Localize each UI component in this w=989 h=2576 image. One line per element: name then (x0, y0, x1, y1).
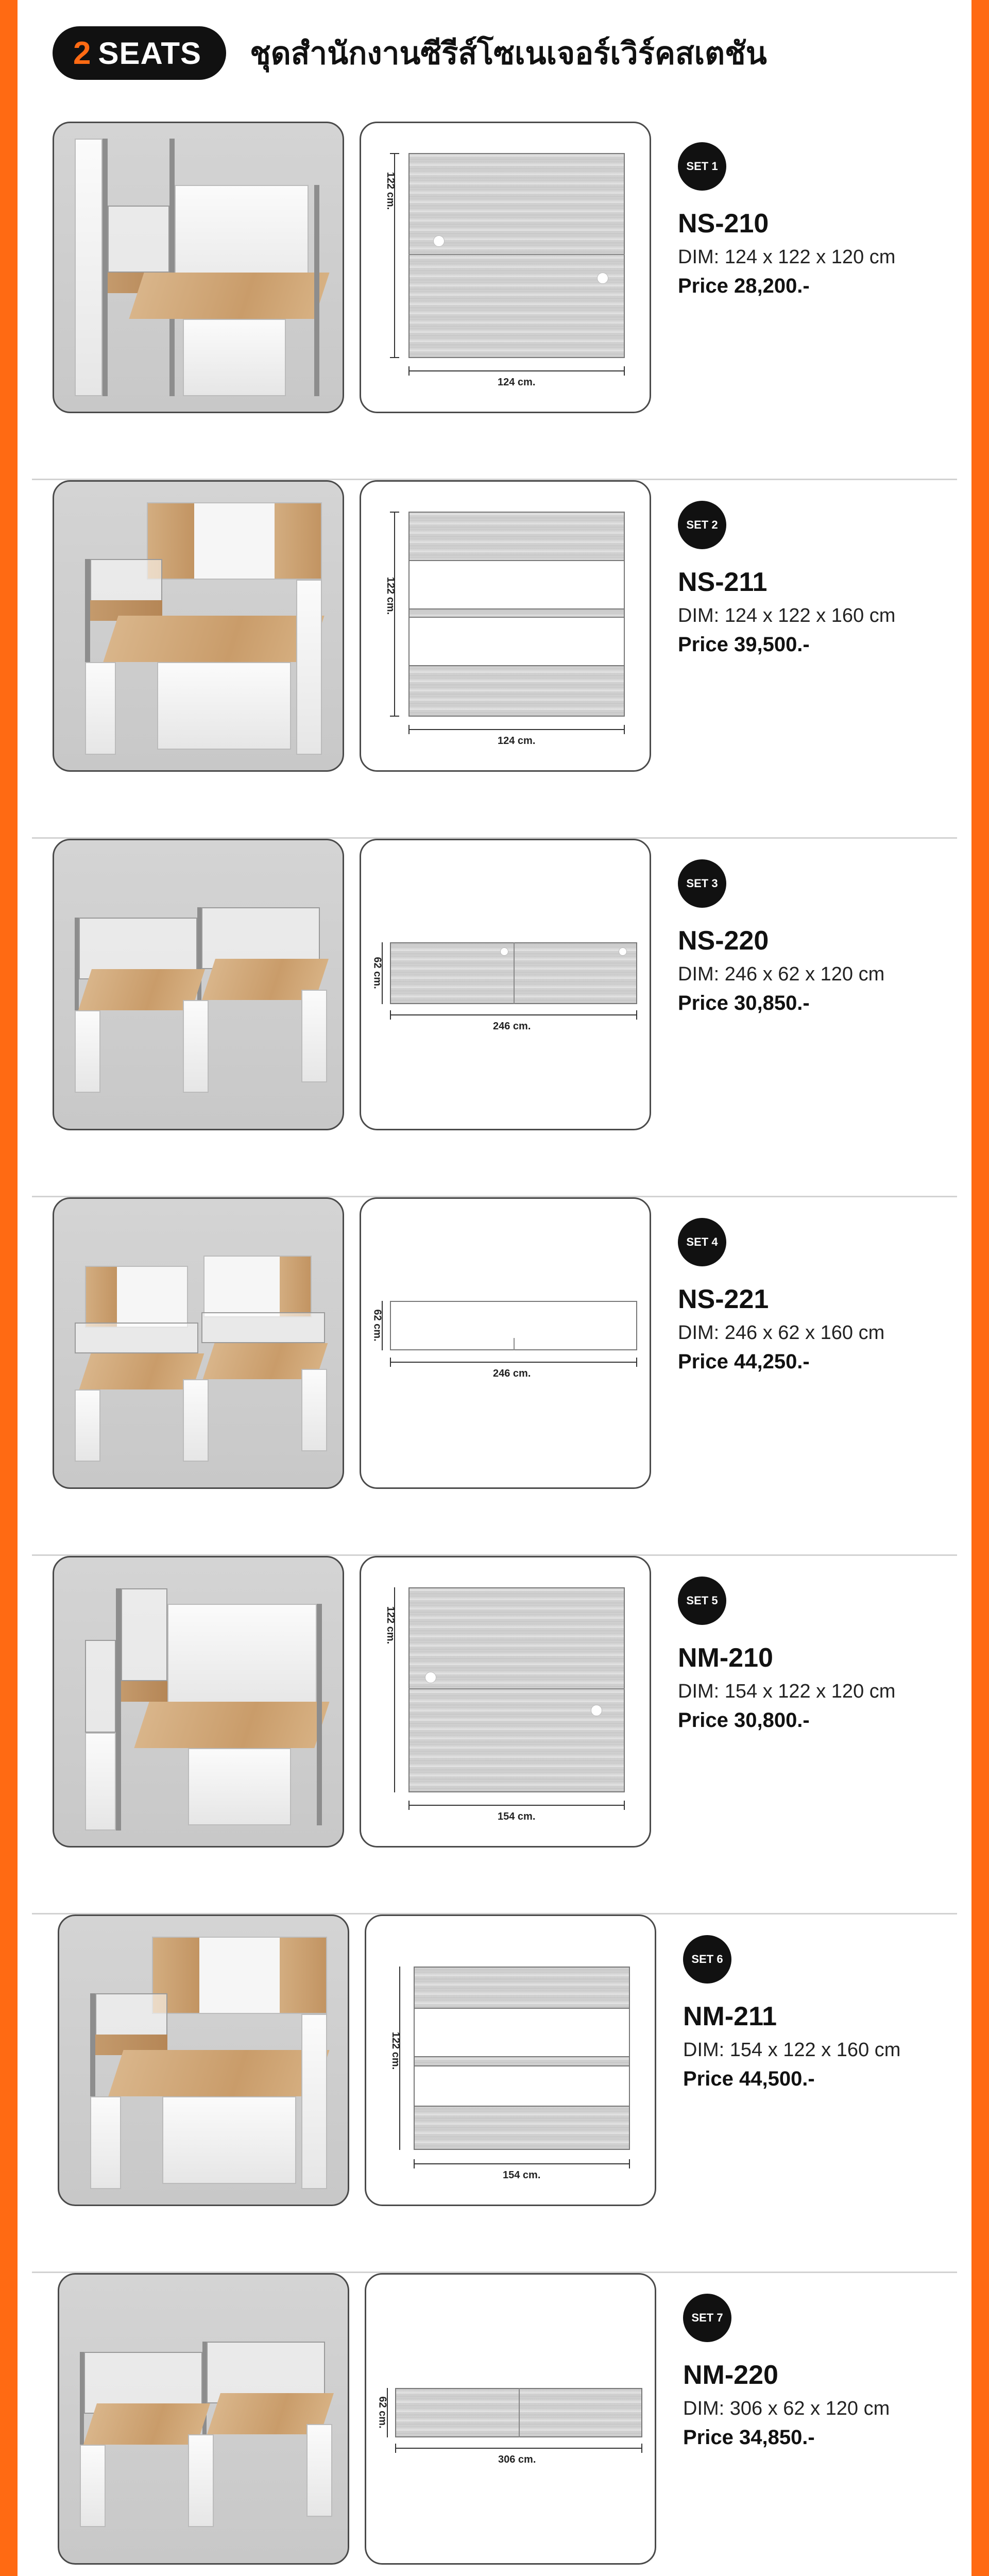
height-dimension-label: 62 cm. (377, 2396, 388, 2429)
width-dimension-label: 124 cm. (498, 735, 536, 747)
width-dimension-label: 306 cm. (498, 2454, 536, 2465)
price-text: Price 44,500.- (683, 2067, 815, 2090)
dimensions-text: DIM: 246 x 62 x 160 cm (678, 1322, 885, 1344)
product-row-set-6 (18, 1914, 971, 2273)
height-dimension-label: 62 cm. (371, 957, 383, 989)
product-row-set-4 (18, 1197, 971, 1556)
product-photo (53, 1197, 344, 1489)
product-row-set-1 (18, 122, 971, 480)
set-badge: SET 4 (678, 1218, 726, 1266)
product-photo (53, 122, 344, 413)
set-badge: SET 3 (678, 859, 726, 908)
product-row-set-3 (18, 839, 971, 1197)
set-badge: SET 1 (678, 142, 726, 191)
dimensions-text: DIM: 246 x 62 x 120 cm (678, 963, 885, 985)
seats-number: 2 (73, 35, 91, 71)
dimensions-text: DIM: 124 x 122 x 120 cm (678, 246, 896, 268)
product-info (683, 1935, 951, 2091)
product-row-set-2 (18, 480, 971, 839)
product-drawing (365, 1914, 656, 2206)
price-text: Price 28,200.- (678, 275, 810, 297)
product-drawing (360, 480, 651, 772)
product-info (678, 501, 946, 656)
height-dimension-label: 122 cm. (385, 1606, 397, 1645)
dimensions-text: DIM: 306 x 62 x 120 cm (683, 2398, 890, 2419)
product-drawing (360, 122, 651, 413)
width-dimension-label: 246 cm. (493, 1021, 531, 1032)
height-dimension-label: 122 cm. (385, 172, 397, 210)
price-text: Price 44,250.- (678, 1350, 810, 1373)
seats-word: SEATS (98, 36, 202, 71)
model-code: NS-221 (678, 1284, 769, 1314)
set-badge: SET 7 (683, 2294, 731, 2342)
dimensions-text: DIM: 154 x 122 x 160 cm (683, 2039, 901, 2061)
model-code: NM-220 (683, 2360, 778, 2390)
product-drawing (360, 839, 651, 1130)
product-drawing (365, 2273, 656, 2565)
product-row-set-5 (18, 1556, 971, 1914)
dimensions-text: DIM: 154 x 122 x 120 cm (678, 1681, 896, 1702)
price-text: Price 34,850.- (683, 2426, 815, 2449)
page-header (53, 25, 928, 81)
product-photo (53, 839, 344, 1130)
height-dimension-label: 122 cm. (390, 2031, 402, 2070)
seats-badge (53, 26, 226, 80)
product-photo (53, 1556, 344, 1848)
product-photo (58, 1914, 349, 2206)
product-drawing (360, 1197, 651, 1489)
model-code: NM-210 (678, 1643, 773, 1673)
model-code: NS-220 (678, 926, 769, 956)
model-code: NS-210 (678, 209, 769, 239)
price-text: Price 30,850.- (678, 992, 810, 1014)
height-dimension-label: 122 cm. (385, 577, 397, 615)
width-dimension-label: 154 cm. (503, 2170, 541, 2181)
width-dimension-label: 124 cm. (498, 377, 536, 388)
product-info (678, 142, 946, 298)
set-badge: SET 2 (678, 501, 726, 549)
height-dimension-label: 62 cm. (371, 1309, 383, 1342)
model-code: NM-211 (683, 2002, 777, 2031)
product-photo (58, 2273, 349, 2565)
dimensions-text: DIM: 124 x 122 x 160 cm (678, 605, 896, 626)
catalog-page (18, 0, 971, 2576)
width-dimension-label: 154 cm. (498, 1811, 536, 1822)
price-text: Price 39,500.- (678, 633, 810, 656)
page-title: ชุดสำนักงานซีรีส์โซเนเจอร์เวิร์คสเตชัน (250, 36, 767, 71)
model-code: NS-211 (678, 567, 768, 597)
product-info (678, 1218, 946, 1374)
product-info (678, 859, 946, 1015)
product-row-set-7 (18, 2273, 971, 2576)
set-badge: SET 6 (683, 1935, 731, 1984)
price-text: Price 30,800.- (678, 1709, 810, 1732)
product-drawing (360, 1556, 651, 1848)
product-info (683, 2294, 951, 2449)
product-info (678, 1577, 946, 1732)
width-dimension-label: 246 cm. (493, 1368, 531, 1379)
product-photo (53, 480, 344, 772)
set-badge: SET 5 (678, 1577, 726, 1625)
